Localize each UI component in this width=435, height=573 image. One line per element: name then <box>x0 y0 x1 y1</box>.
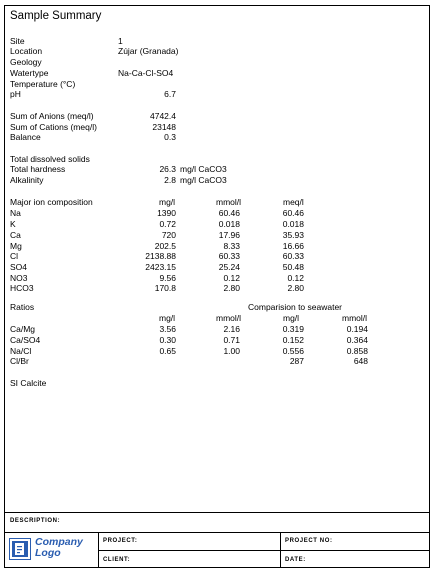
column-header: meq/l <box>283 197 304 207</box>
ion-value: 1390 <box>157 208 176 218</box>
seawater-header: Comparision to seawater <box>248 302 343 312</box>
ion-value: 2423.15 <box>145 262 176 272</box>
info-label: Site <box>10 36 25 46</box>
ratio-value: 287 <box>289 356 304 366</box>
ion-value: 17.96 <box>218 230 240 240</box>
ratio-value: 1.00 <box>223 346 240 356</box>
ion-name: Ca <box>10 230 21 240</box>
info-label: Location <box>10 46 43 56</box>
column-header: mmol/l <box>216 197 242 207</box>
solids-label: Alkalinity <box>10 175 44 185</box>
ion-value: 60.33 <box>218 251 240 261</box>
page-title: Sample Summary <box>10 10 102 22</box>
info-label: pH <box>10 89 21 99</box>
ion-value: 60.33 <box>282 251 304 261</box>
balance-label: Sum of Anions (meq/l) <box>10 111 94 121</box>
solids-value: 26.3 <box>159 164 176 174</box>
ion-value: 60.46 <box>282 208 304 218</box>
ratio-value: 0.319 <box>282 324 304 334</box>
logo-text <box>35 537 83 559</box>
ratio-name: Cl/Br <box>10 356 29 366</box>
ion-value: 0.72 <box>159 219 176 229</box>
ion-value: 35.93 <box>282 230 304 240</box>
balance-label: Balance <box>10 132 41 142</box>
ion-value: 2138.88 <box>145 251 176 261</box>
ion-value: 50.48 <box>282 262 304 272</box>
ion-value: 16.66 <box>282 241 304 251</box>
ratio-value: 648 <box>353 356 368 366</box>
ion-value: 25.24 <box>218 262 240 272</box>
ratio-name: Ca/SO4 <box>10 335 41 345</box>
balance-value: 4742.4 <box>150 111 176 121</box>
balance-value: 23148 <box>152 122 176 132</box>
solids-unit: mg/l CaCO3 <box>180 164 227 174</box>
solids-label: Total hardness <box>10 164 66 174</box>
ion-value: 0.018 <box>282 219 304 229</box>
ratio-value: 0.65 <box>159 346 176 356</box>
logo-icon <box>9 538 31 560</box>
column-header: mg/l <box>283 313 300 323</box>
ratio-value: 0.194 <box>346 324 368 334</box>
column-header: mmol/l <box>342 313 368 323</box>
ratio-name: Ca/Mg <box>10 324 36 334</box>
solids-label: Total dissolved solids <box>10 154 90 164</box>
ratio-value: 0.364 <box>346 335 368 345</box>
description-label: DESCRIPTION: <box>10 518 61 524</box>
ion-value: 202.5 <box>154 241 176 251</box>
info-value: Na-Ca-Cl-SO4 <box>118 68 174 78</box>
client-label: CLIENT: <box>103 557 131 563</box>
ratio-value: 0.556 <box>282 346 304 356</box>
info-value: Zújar (Granada) <box>118 46 179 56</box>
ratio-value: 2.16 <box>223 324 240 334</box>
info-value: 6.7 <box>164 89 176 99</box>
solids-value: 2.8 <box>164 175 176 185</box>
ion-value: 720 <box>161 230 176 240</box>
ratios-header: Ratios <box>10 302 35 312</box>
major-ion-header: Major ion composition <box>10 197 93 207</box>
ratio-value: 0.71 <box>223 335 240 345</box>
ion-value: 60.46 <box>218 208 240 218</box>
ion-name: K <box>10 219 16 229</box>
ion-value: 170.8 <box>154 283 176 293</box>
ion-value: 8.33 <box>223 241 240 251</box>
info-value: 1 <box>118 36 123 46</box>
date-label: DATE: <box>285 557 306 563</box>
solids-unit: mg/l CaCO3 <box>180 175 227 185</box>
balance-value: 0.3 <box>164 132 176 142</box>
ion-value: 2.80 <box>223 283 240 293</box>
ion-name: SO4 <box>10 262 28 272</box>
info-label: Temperature (°C) <box>10 79 76 89</box>
column-header: mg/l <box>159 197 176 207</box>
column-header: mg/l <box>159 313 176 323</box>
description-field <box>4 512 430 533</box>
ratio-value: 0.858 <box>346 346 368 356</box>
ion-value: 0.018 <box>218 219 240 229</box>
column-header: mmol/l <box>216 313 242 323</box>
project-no-label: PROJECT NO: <box>285 538 333 544</box>
logo-line: Company <box>35 536 83 548</box>
info-label: Geology <box>10 57 42 67</box>
balance-label: Sum of Cations (meq/l) <box>10 122 97 132</box>
ratio-name: Na/Cl <box>10 346 32 356</box>
divider <box>98 550 430 551</box>
ion-name: Na <box>10 208 21 218</box>
ion-name: HCO3 <box>10 283 34 293</box>
project-label: PROJECT: <box>103 538 138 544</box>
ion-value: 9.56 <box>159 273 176 283</box>
info-label: Watertype <box>10 68 49 78</box>
ion-name: Cl <box>10 251 19 261</box>
ion-value: 0.12 <box>223 273 240 283</box>
logo-line: Logo <box>35 547 61 559</box>
company-logo <box>9 537 93 563</box>
si-calcite-label: SI Calcite <box>10 378 47 388</box>
ion-value: 0.12 <box>287 273 304 283</box>
ion-name: NO3 <box>10 273 28 283</box>
ratio-value: 0.30 <box>159 335 176 345</box>
ion-name: Mg <box>10 241 22 251</box>
ratio-value: 0.152 <box>282 335 304 345</box>
ion-value: 2.80 <box>287 283 304 293</box>
ratio-value: 3.56 <box>159 324 176 334</box>
